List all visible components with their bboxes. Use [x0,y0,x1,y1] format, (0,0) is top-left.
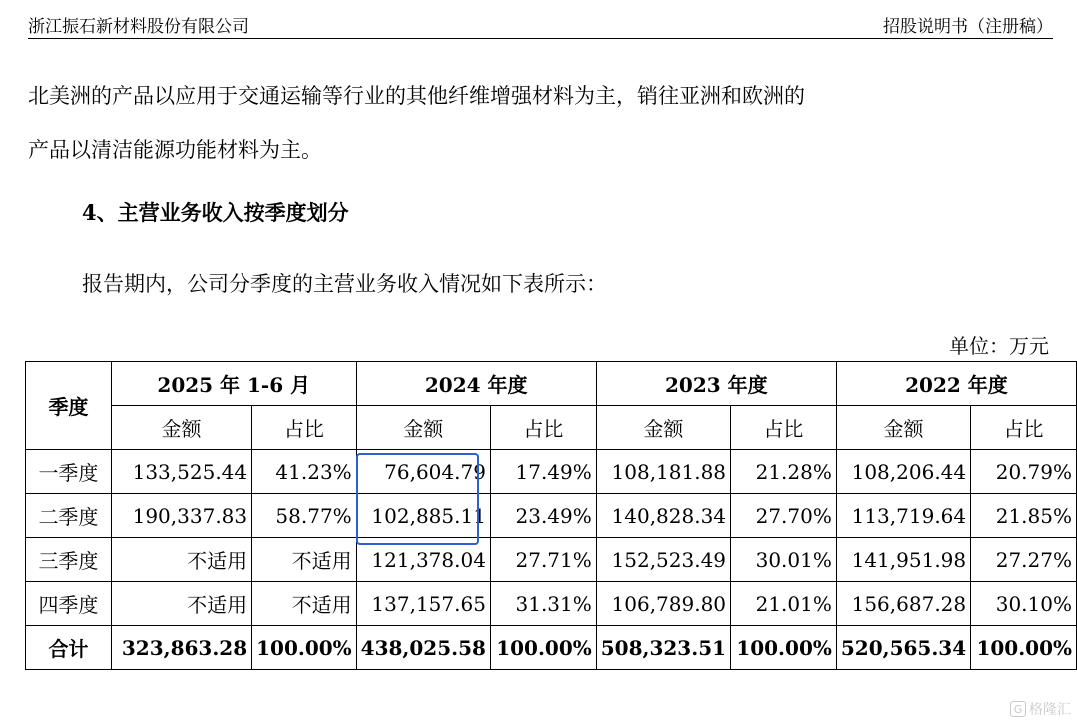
paragraph-line-2: 产品以清洁能源功能材料为主。 [28,138,322,162]
ratio-header: 占比 [252,406,357,450]
ratio-cell: 30.01% [731,538,837,582]
table-row [26,494,1077,538]
amount-cell: 141,951.98 [836,538,970,582]
period-header-2022: 2022 年度 [836,362,1076,406]
table-subheader-row [26,406,1077,450]
ratio-cell: 21.85% [971,494,1077,538]
ratio-cell: 21.01% [731,582,837,626]
table-header-row [26,362,1077,406]
header-divider [28,38,1053,39]
amount-cell: 520,565.34 [836,626,970,670]
table-row [26,450,1077,494]
ratio-header: 占比 [731,406,837,450]
table-row [26,538,1077,582]
amount-cell: 323,863.28 [111,626,251,670]
page-header [28,8,1053,40]
amount-header: 金额 [356,406,490,450]
ratio-cell: 20.79% [971,450,1077,494]
ratio-cell: 27.71% [490,538,596,582]
amount-cell: 152,523.49 [596,538,730,582]
watermark [1010,699,1071,719]
watermark-text: 格隆汇 [1029,702,1071,718]
ratio-header: 占比 [490,406,596,450]
total-row [26,626,1077,670]
paragraph-line-1: 北美洲的产品以应用于交通运输等行业的其他纤维增强材料为主，销往亚洲和欧洲的 [28,84,805,108]
amount-cell: 106,789.80 [596,582,730,626]
ratio-cell: 27.70% [731,494,837,538]
ratio-cell: 31.31% [490,582,596,626]
row-label: 一季度 [26,450,112,494]
ratio-cell: 100.00% [731,626,837,670]
company-name: 浙江振石新材料股份有限公司 [28,17,249,37]
amount-cell: 108,181.88 [596,450,730,494]
row-label: 四季度 [26,582,112,626]
quarterly-revenue-table [25,361,1077,670]
highlight-box [356,453,479,545]
amount-cell: 121,378.04 [356,538,490,582]
amount-cell: 102,885.11 [356,494,490,538]
ratio-cell: 23.49% [490,494,596,538]
ratio-cell: 不适用 [252,538,357,582]
ratio-cell: 100.00% [252,626,357,670]
amount-cell: 108,206.44 [836,450,970,494]
period-header-2024: 2024 年度 [356,362,596,406]
period-header-2025h1: 2025 年 1-6 月 [111,362,356,406]
document-type: 招股说明书（注册稿） [883,17,1053,37]
amount-cell: 76,604.79 [356,450,490,494]
ratio-cell: 17.49% [490,450,596,494]
amount-cell: 133,525.44 [111,450,251,494]
ratio-cell: 41.23% [252,450,357,494]
amount-cell: 156,687.28 [836,582,970,626]
amount-cell: 190,337.83 [111,494,251,538]
ratio-header: 占比 [971,406,1077,450]
ratio-cell: 100.00% [490,626,596,670]
amount-cell: 113,719.64 [836,494,970,538]
table-row [26,582,1077,626]
ratio-cell: 58.77% [252,494,357,538]
row-label: 二季度 [26,494,112,538]
amount-cell: 140,828.34 [596,494,730,538]
amount-cell: 不适用 [111,538,251,582]
unit-label: 单位：万元 [949,334,1049,358]
amount-header: 金额 [836,406,970,450]
row-label: 合计 [26,626,112,670]
amount-cell: 不适用 [111,582,251,626]
amount-cell: 137,157.65 [356,582,490,626]
row-label: 三季度 [26,538,112,582]
quarter-header: 季度 [26,362,112,450]
intro-text: 报告期内，公司分季度的主营业务收入情况如下表所示： [82,272,607,296]
ratio-cell: 30.10% [971,582,1077,626]
amount-header: 金额 [111,406,251,450]
watermark-logo-icon: G [1010,701,1026,717]
ratio-cell: 21.28% [731,450,837,494]
amount-header: 金额 [596,406,730,450]
ratio-cell: 不适用 [252,582,357,626]
ratio-cell: 27.27% [971,538,1077,582]
amount-cell: 508,323.51 [596,626,730,670]
section-title: 4、主营业务收入按季度划分 [82,200,349,225]
ratio-cell: 100.00% [971,626,1077,670]
period-header-2023: 2023 年度 [596,362,836,406]
amount-cell: 438,025.58 [356,626,490,670]
